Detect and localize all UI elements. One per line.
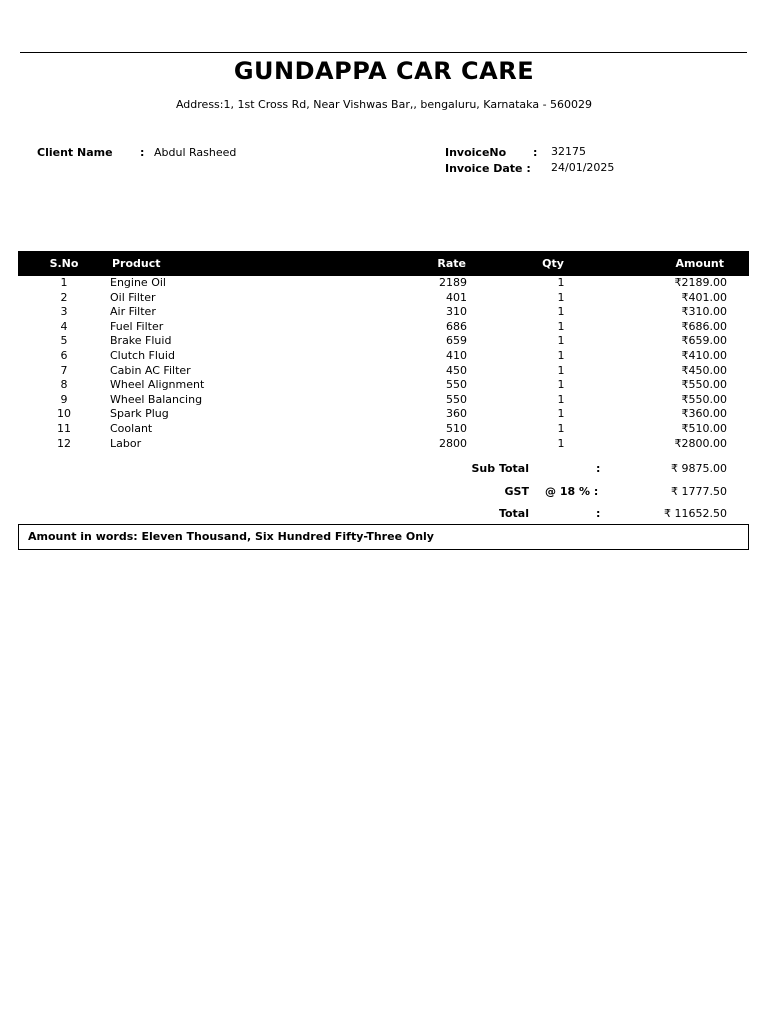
gst-label: GST: [504, 485, 529, 498]
header-qty: Qty: [542, 257, 564, 270]
subtotal-label: Sub Total: [471, 462, 529, 475]
invoice-date-label: Invoice Date :: [445, 162, 531, 175]
cell-rate: 2189: [439, 276, 467, 289]
cell-product: Fuel Filter: [110, 319, 164, 333]
client-name-value: Abdul Rasheed: [154, 146, 237, 159]
header-sno: S.No: [49, 257, 79, 270]
cell-rate: 550: [446, 392, 467, 406]
table-row: [18, 276, 749, 291]
cell-product: Coolant: [110, 421, 153, 435]
cell-sno: 7: [60, 363, 68, 377]
header-product: Product: [112, 257, 161, 270]
cell-amount: ₹2800.00: [674, 436, 727, 450]
cell-rate: 659: [446, 334, 467, 348]
total-label: Total: [498, 507, 529, 520]
cell-sno: 8: [60, 378, 68, 392]
table-row: [18, 305, 749, 320]
total-colon: :: [596, 507, 601, 520]
cell-sno: 5: [60, 334, 68, 348]
cell-qty: 1: [557, 392, 565, 406]
table-row: [18, 334, 749, 349]
cell-qty: 1: [557, 276, 565, 289]
cell-amount: ₹510.00: [681, 421, 727, 435]
cell-qty: 1: [557, 436, 565, 450]
cell-rate: 401: [446, 290, 467, 304]
cell-sno: 11: [57, 421, 71, 435]
cell-product: Brake Fluid: [110, 334, 172, 348]
cell-sno: 10: [57, 407, 71, 421]
cell-qty: 1: [557, 290, 565, 304]
cell-amount: ₹2189.00: [674, 276, 727, 289]
cell-rate: 360: [446, 407, 467, 421]
cell-amount: ₹450.00: [681, 363, 727, 377]
cell-qty: 1: [557, 407, 565, 421]
cell-amount: ₹550.00: [681, 378, 727, 392]
table-row: [18, 378, 749, 393]
cell-qty: 1: [557, 319, 565, 333]
cell-rate: 410: [446, 348, 467, 362]
gst-value: ₹ 1777.50: [671, 485, 727, 498]
cell-product: Clutch Fluid: [110, 348, 175, 362]
table-row: [18, 349, 749, 364]
cell-amount: ₹550.00: [681, 392, 727, 406]
subtotal-value: ₹ 9875.00: [671, 462, 727, 475]
cell-rate: 310: [446, 305, 467, 319]
cell-rate: 686: [446, 319, 467, 333]
cell-amount: ₹659.00: [681, 334, 727, 348]
cell-qty: 1: [557, 305, 565, 319]
amount-in-words-box: [18, 524, 749, 550]
invoice-no-value: 32175: [551, 145, 586, 158]
shop-name: GUNDAPPA CAR CARE: [233, 57, 535, 85]
cell-qty: 1: [557, 378, 565, 392]
cell-rate: 510: [446, 421, 467, 435]
cell-rate: 550: [446, 378, 467, 392]
cell-sno: 6: [60, 348, 68, 362]
items-table-body: [18, 276, 749, 451]
cell-sno: 3: [60, 305, 68, 319]
cell-product: Engine Oil: [110, 276, 166, 289]
cell-qty: 1: [557, 363, 565, 377]
cell-product: Air Filter: [110, 305, 156, 319]
total-value: ₹ 11652.50: [664, 507, 727, 520]
header-rate: Rate: [437, 257, 466, 270]
invoice-no-colon: :: [533, 146, 538, 159]
invoice-date-value: 24/01/2025: [551, 161, 615, 174]
table-row: [18, 437, 749, 452]
cell-amount: ₹686.00: [681, 319, 727, 333]
cell-sno: 1: [60, 276, 68, 289]
client-name-colon: :: [140, 146, 145, 159]
amount-in-words: Amount in words: Eleven Thousand, Six Hundred Fifty-Three Only: [28, 530, 434, 543]
table-row: [18, 320, 749, 335]
cell-product: Wheel Alignment: [110, 378, 205, 392]
subtotal-colon: :: [596, 462, 601, 475]
cell-sno: 9: [60, 392, 68, 406]
table-row: [18, 364, 749, 379]
cell-amount: ₹410.00: [681, 348, 727, 362]
invoice-no-label: InvoiceNo: [445, 146, 507, 159]
cell-qty: 1: [557, 334, 565, 348]
shop-address: Address:1, 1st Cross Rd, Near Vishwas Bar,, bengaluru, Karnataka - 560029: [175, 98, 593, 111]
cell-sno: 12: [57, 436, 71, 450]
cell-product: Spark Plug: [110, 407, 169, 421]
cell-product: Cabin AC Filter: [110, 363, 191, 377]
cell-product: Labor: [110, 436, 142, 450]
cell-qty: 1: [557, 421, 565, 435]
top-rule: [20, 52, 747, 53]
table-row: [18, 407, 749, 422]
cell-product: Oil Filter: [110, 290, 156, 304]
gst-rate: @ 18 % :: [545, 485, 599, 498]
cell-rate: 450: [446, 363, 467, 377]
cell-amount: ₹401.00: [681, 290, 727, 304]
client-name-label: Client Name: [37, 146, 113, 159]
cell-sno: 4: [60, 319, 68, 333]
table-row: [18, 291, 749, 306]
items-table-header: [18, 251, 749, 276]
table-row: [18, 422, 749, 437]
cell-qty: 1: [557, 348, 565, 362]
table-row: [18, 393, 749, 408]
cell-sno: 2: [60, 290, 68, 304]
cell-amount: ₹360.00: [681, 407, 727, 421]
cell-amount: ₹310.00: [681, 305, 727, 319]
cell-product: Wheel Balancing: [110, 392, 203, 406]
header-amount: Amount: [675, 257, 724, 270]
cell-rate: 2800: [439, 436, 467, 450]
